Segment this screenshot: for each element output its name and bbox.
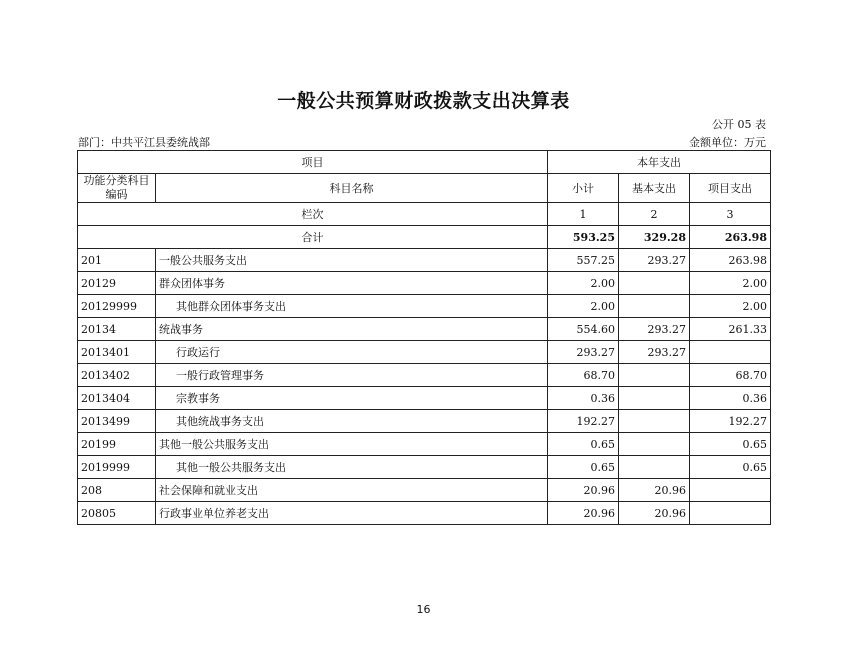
row-name: 一般行政管理事务: [156, 364, 548, 387]
row-subtotal: 0.36: [548, 387, 619, 410]
header-subtotal: 小计: [548, 174, 619, 203]
row-subtotal: 554.60: [548, 318, 619, 341]
table-row: [78, 364, 771, 387]
row-name: 群众团体事务: [156, 272, 548, 295]
row-code: 201: [78, 249, 156, 272]
row-code: 2013499: [78, 410, 156, 433]
row-project: 263.98: [690, 249, 771, 272]
row-code: 20129999: [78, 295, 156, 318]
row-basic: 20.96: [619, 502, 690, 525]
table-row: [78, 249, 771, 272]
row-name: 其他一般公共服务支出: [156, 456, 548, 479]
row-subtotal: 557.25: [548, 249, 619, 272]
row-name: 宗教事务: [156, 387, 548, 410]
expenditure-table: [77, 150, 771, 525]
row-code: 20134: [78, 318, 156, 341]
column-number-1: 1: [548, 203, 619, 226]
form-number: 公开 05 表: [712, 118, 766, 131]
row-code: 20129: [78, 272, 156, 295]
row-project: 261.33: [690, 318, 771, 341]
table-row: [78, 456, 771, 479]
column-number-3: 3: [690, 203, 771, 226]
row-project: 0.65: [690, 456, 771, 479]
row-project: 0.36: [690, 387, 771, 410]
row-basic: [619, 295, 690, 318]
row-basic: [619, 272, 690, 295]
row-code: 20805: [78, 502, 156, 525]
table-row: [78, 272, 771, 295]
total-subtotal: 593.25: [548, 226, 619, 249]
table-row: [78, 410, 771, 433]
page-number: 16: [416, 603, 431, 616]
row-subtotal: 2.00: [548, 295, 619, 318]
row-basic: 293.27: [619, 249, 690, 272]
unit-label: 金额单位：万元: [689, 136, 766, 149]
row-subtotal: 293.27: [548, 341, 619, 364]
row-basic: [619, 433, 690, 456]
row-project: 192.27: [690, 410, 771, 433]
row-name: 其他一般公共服务支出: [156, 433, 548, 456]
table-row: [78, 433, 771, 456]
row-project: 68.70: [690, 364, 771, 387]
header-row-2: [78, 174, 771, 203]
row-name: 统战事务: [156, 318, 548, 341]
table-row: [78, 479, 771, 502]
total-row: [78, 226, 771, 249]
column-number-2: 2: [619, 203, 690, 226]
row-subtotal: 20.96: [548, 479, 619, 502]
header-row-1: [78, 151, 771, 174]
header-current-year: 本年支出: [548, 151, 771, 174]
row-project: 0.65: [690, 433, 771, 456]
header-basic: 基本支出: [619, 174, 690, 203]
row-code: 208: [78, 479, 156, 502]
row-name: 行政事业单位养老支出: [156, 502, 548, 525]
page-title: 一般公共预算财政拨款支出决算表: [277, 90, 570, 112]
department-label: 部门：中共平江县委统战部: [78, 136, 210, 149]
table-row: [78, 387, 771, 410]
row-name: 社会保障和就业支出: [156, 479, 548, 502]
row-name: 行政运行: [156, 341, 548, 364]
column-number-row: [78, 203, 771, 226]
row-subtotal: 2.00: [548, 272, 619, 295]
row-code: 2013402: [78, 364, 156, 387]
row-project: [690, 341, 771, 364]
row-code: 2013404: [78, 387, 156, 410]
row-project: 2.00: [690, 272, 771, 295]
header-name: 科目名称: [156, 174, 548, 203]
header-item: 项目: [78, 151, 548, 174]
column-label: 栏次: [78, 203, 548, 226]
row-name: 一般公共服务支出: [156, 249, 548, 272]
row-code: 2013401: [78, 341, 156, 364]
row-basic: 20.96: [619, 479, 690, 502]
row-name: 其他统战事务支出: [156, 410, 548, 433]
row-basic: [619, 364, 690, 387]
table-row: [78, 341, 771, 364]
row-subtotal: 192.27: [548, 410, 619, 433]
row-project: [690, 479, 771, 502]
header-project: 项目支出: [690, 174, 771, 203]
table-row: [78, 295, 771, 318]
row-code: 20199: [78, 433, 156, 456]
header-code: 功能分类科目编码: [78, 174, 156, 203]
row-subtotal: 20.96: [548, 502, 619, 525]
row-subtotal: 0.65: [548, 456, 619, 479]
row-basic: 293.27: [619, 318, 690, 341]
total-basic: 329.28: [619, 226, 690, 249]
row-code: 2019999: [78, 456, 156, 479]
total-label: 合计: [78, 226, 548, 249]
row-basic: [619, 456, 690, 479]
row-project: 2.00: [690, 295, 771, 318]
total-project: 263.98: [690, 226, 771, 249]
row-basic: [619, 410, 690, 433]
row-subtotal: 68.70: [548, 364, 619, 387]
row-basic: 293.27: [619, 341, 690, 364]
row-subtotal: 0.65: [548, 433, 619, 456]
table-row: [78, 318, 771, 341]
row-name: 其他群众团体事务支出: [156, 295, 548, 318]
table-row: [78, 502, 771, 525]
row-project: [690, 502, 771, 525]
row-basic: [619, 387, 690, 410]
